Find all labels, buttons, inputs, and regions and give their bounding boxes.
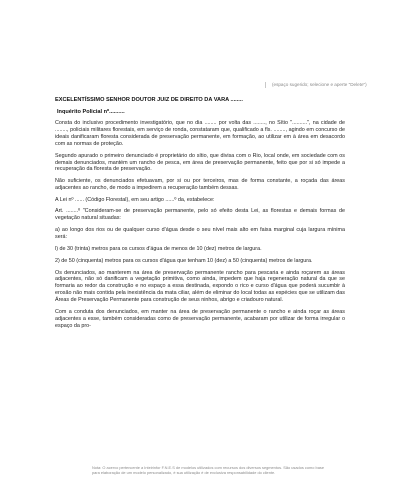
petition-body [55,97,345,335]
paragraph: A Lei nº ...... (Código Florestal), em seu artigo ......º da, estabelece: [55,197,215,204]
law-quote-paragraph: Art. ........º "Consideram-se de preservação permanente, pelo só efeito desta Lei, as florestas e demais formas de vegetação natural situadas: [55,208,345,221]
suggested-space-note[interactable]: (espaço sugerido; selecione e aperte "Delete") [265,82,372,88]
footnote: Nota: O acervo pertencente a Inteirinfor F.N.E.S de modelos utilizados com recursos dos diversos segmentos. São usados como base para elaboração de um modelo personalizado, é sua utilização é de exclusiva responsabilidade do cliente. [92,465,324,475]
law-item-a: a) ao longo dos rios ou de qualquer curso d'água desde o seu nível mais alto em faixa marginal cuja largura mínima será: [55,226,345,240]
paragraph: Os denunciados, ao manterem na área de preservação permanente rancho para pescaria e ainda roçarem as áreas adjacentes, não só danificam a vegetação primitiva, como ainda, impedem que haja regeneração natural da que se formaria ao redor da construção e no espaço a essa destinada, expondo o rico e curso d'água que poderá sucumbir à erosão não mais contida pela inexistência da mata ciliar, além de eliminar do local todas as espécies que se utilizam das Áreas de Preservação Permanente para construção de seus ninhos, abrigo e criadouro natural. [55,269,345,304]
petition-heading: EXCELENTÍSSIMO SENHOR DOUTOR JUIZ DE DIREITO DA VARA ........ [55,97,243,103]
inquiry-number: Inquérito Policial nº.......... [57,109,125,115]
law-item-2: 2) de 50 (cinquenta) metros para os cursos d'água que tenham 10 (dez) a 50 (cinquenta) metros de largura. [55,257,313,264]
paragraph: Com a conduta dos denunciados, em manter na área de preservação permanente o rancho e ainda roçar as áreas adjacentes a esse, também consideradas como de preservação permanente, acabaram por utilizar de forma irregular o espaço da pro- [55,309,345,329]
paragraph: Não suficiente, os denunciados efetuavam, por si ou por terceiros, mas de forma constante, a roçada das áreas adjacentes ao rancho, de modo a impedirem a recuperação também dessas. [55,178,345,192]
paragraph: Consta do inclusivo procedimento investigatório, que no dia ........ por volta das ........, no Sítio "..........", na cidade de ........, policiais militares florestais, em serviço de ronda, constataram que, qualificado a fls. ........, agindo em concurso de ideais danificaram floresta considerada de preservação permanente, em formação, ao utilizar em à área em desacordo com as normas de proteção. [55,120,345,147]
law-item-1: l) de 30 (trinta) metros para os cursos d'água de menos de 10 (dez) metros de largura. [55,245,262,252]
paragraph: Segundo apurado o primeiro denunciado é proprietário do sítio, que divisa com o Rio, local onde, em sociedade com os demais denunciados, mantém um rancho de pesca, em área de preservação permanente, feito que por si só impede a recuperação da floresta de preservação. [55,152,345,173]
